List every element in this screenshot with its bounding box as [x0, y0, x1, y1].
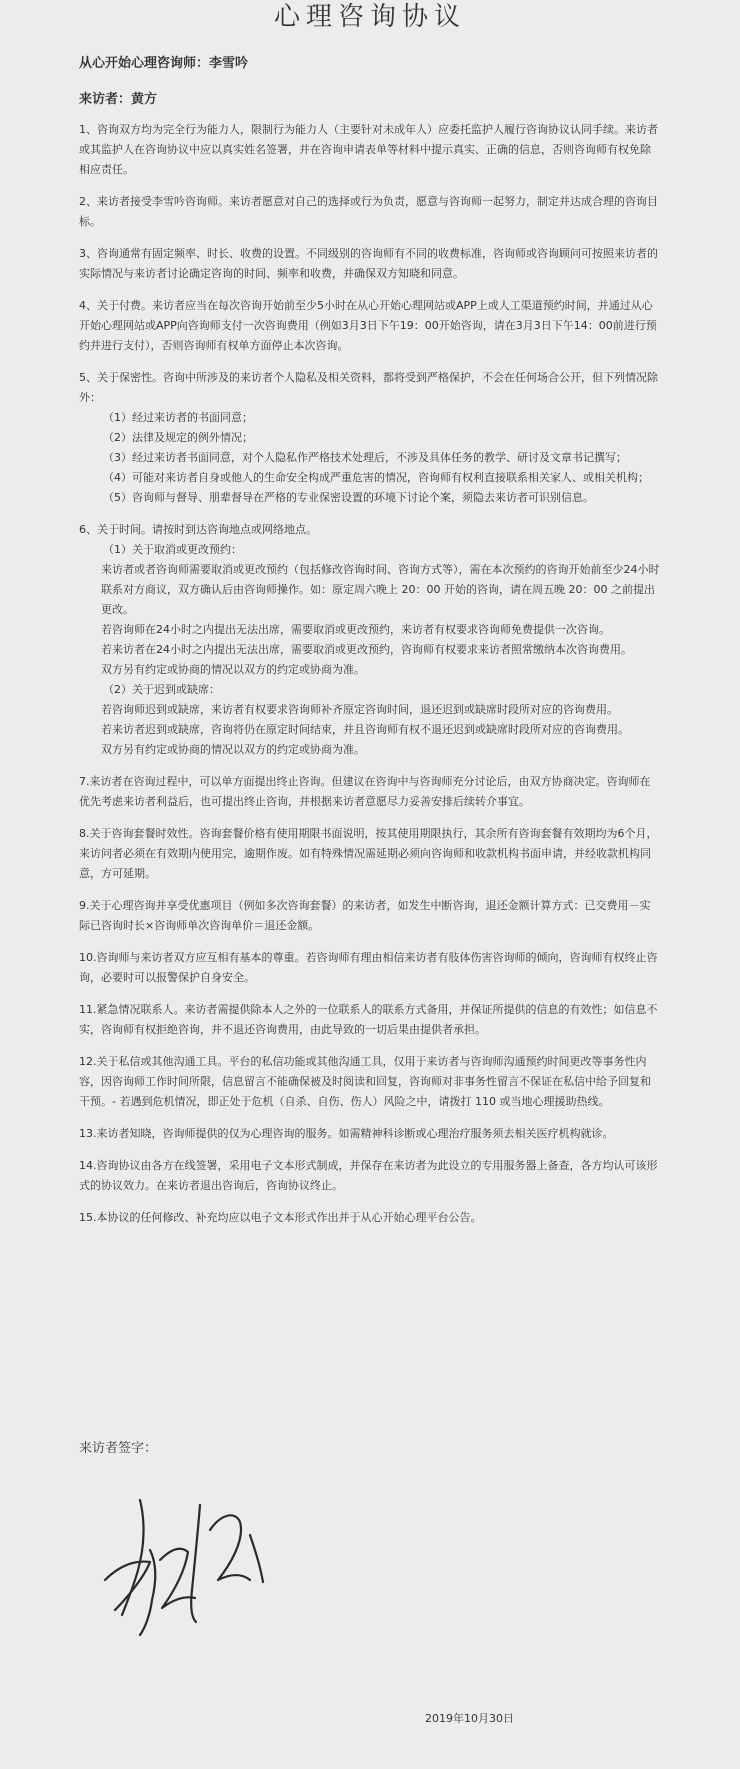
- clause-3: [79, 244, 661, 284]
- subsection-paragraph: 若咨询师迟到或缺席，来访者有权要求咨询师补齐原定咨询时间，退还迟到或缺席时段所对应的咨询费用。: [101, 703, 618, 716]
- clause-7: [79, 772, 661, 812]
- clause-10: [79, 948, 661, 988]
- clause-text: 13.来访者知晓，咨询师提供的仅为心理咨询的服务。如需精神科诊断或心理治疗服务须去相关医疗机构就诊。: [79, 1127, 614, 1140]
- clause-9: [79, 896, 661, 936]
- clause-text: 8.关于咨询套餐时效性。咨询套餐价格有使用期限书面说明，按其使用期限执行，其余所有咨询套餐有效期均为6个月，来访问者必须在有效期内使用完，逾期作废。如有特殊情况需延期必须向咨询师和收款机构书面申请，并经收款机构同意，方可延期。: [79, 827, 658, 880]
- signing-date: 2019年10月30日: [425, 1712, 514, 1725]
- exception-item: （2）法律及规定的例外情况；: [103, 431, 253, 444]
- clauses-list: [79, 120, 661, 1240]
- clause-text: 4、关于付费。来访者应当在每次咨询开始前至少5小时在从心开始心理网站或APP上或人工渠道预约时间，并通过从心开始心理网站或APP向咨询师支付一次咨询费用（例如3月3日下午19：00开始咨询，请在3月3日下午14：00前进行预约并进行支付），否则咨询师有权单方面停止本次咨询。: [79, 299, 657, 352]
- clause-15: [79, 1208, 661, 1228]
- clause-text: 6、关于时间。请按时到达咨询地点或网络地点。: [79, 523, 317, 536]
- subsection-heading: （2）关于迟到或缺席：: [103, 683, 220, 696]
- clause-text: 15.本协议的任何修改、补充均应以电子文本形式作出并于从心开始心理平台公告。: [79, 1211, 482, 1224]
- subsection-paragraph: 双方另有约定或协商的情况以双方的约定或协商为准。: [101, 663, 365, 676]
- clause-text: 9.关于心理咨询并享受优惠项目（例如多次咨询套餐）的来访者，如发生中断咨询，退还金额计算方式：已交费用－实际已咨询时长×咨询师单次咨询单价＝退还金额。: [79, 899, 651, 932]
- clause-12: [79, 1052, 661, 1112]
- clause-text: 1、咨询双方均为完全行为能力人，限制行为能力人（主要针对未成年人）应委托监护人履行咨询协议认同手续。来访者或其监护人在咨询协议中应以真实姓名签署，并在咨询申请表单等材料中提示真实、正确的信息，否则咨询师有权免除相应责任。: [79, 123, 658, 176]
- subsection-paragraph: 若来访者在24小时之内提出无法出席，需要取消或更改预约，咨询师有权要求来访者照常缴纳本次咨询费用。: [101, 643, 632, 656]
- clause-text: 10.咨询师与来访者双方应互相有基本的尊重。若咨询师有理由相信来访者有肢体伤害咨询师的倾向，咨询师有权终止咨询，必要时可以报警保护自身安全。: [79, 951, 658, 984]
- exception-item: （5）咨询师与督导、朋辈督导在严格的专业保密设置的环境下讨论个案，须隐去来访者可识别信息。: [103, 491, 594, 504]
- clause-text: 3、咨询通常有固定频率、时长、收费的设置。不同级别的咨询师有不同的收费标准，咨询师或咨询顾问可按照来访者的实际情况与来访者讨论确定咨询的时间、频率和收费，并确保双方知晓和同意。: [79, 247, 658, 280]
- clause-11: [79, 1000, 661, 1040]
- clause-text: 11.紧急情况联系人。来访者需提供除本人之外的一位联系人的联系方式备用，并保证所提供的信息的有效性；如信息不实，咨询师有权拒绝咨询，并不退还咨询费用，由此导致的一切后果由提供者承担。: [79, 1003, 658, 1036]
- clause-text: 7.来访者在咨询过程中，可以单方面提出终止咨询。但建议在咨询中与咨询师充分讨论后，由双方协商决定。咨询师在优先考虑来访者利益后，也可提出终止咨询，并根据来访者意愿尽力妥善安排后续转介事宜。: [79, 775, 651, 808]
- subsection-paragraph: 若来访者迟到或缺席，咨询将仍在原定时间结束，并且咨询师有权不退还迟到或缺席时段所对应的咨询费用。: [101, 723, 629, 736]
- clause-13: [79, 1124, 661, 1144]
- clause-text: 12.关于私信或其他沟通工具。平台的私信功能或其他沟通工具，仅用于来访者与咨询师沟通预约时间更改等事务性内容，因咨询师工作时间所限，信息留言不能确保被及时阅读和回复，咨询师对非事务性留言不保证在私信中给予回复和干预。- 若遇到危机情况，即正处于危机（自杀、自伤、伤人）风险之中，请拨打 110 或当地心理援助热线。: [79, 1055, 651, 1108]
- clause-8: [79, 824, 661, 884]
- exception-item: （3）经过来访者书面同意，对个人隐私作严格技术处理后，不涉及具体任务的教学、研讨及文章书记撰写；: [103, 451, 627, 464]
- subsection-paragraph: 若咨询师在24小时之内提出无法出席，需要取消或更改预约，来访者有权要求咨询师免费提供一次咨询。: [101, 623, 610, 636]
- counselor-line: 从心开始心理咨询师：李雪吟: [79, 56, 249, 71]
- exception-item: （1）经过来访者的书面同意；: [103, 411, 253, 424]
- clause-text: 5、关于保密性。咨询中所涉及的来访者个人隐私及相关资料，都将受到严格保护，不会在任何场合公开，但下列情况除外：: [79, 371, 658, 404]
- clause-2: [79, 192, 661, 232]
- clause-text: 14.咨询协议由各方在线签署，采用电子文本形式制成，并保存在来访者为此设立的专用服务器上备查，各方均认可该形式的协议效力。在来访者退出咨询后，咨询协议终止。: [79, 1159, 658, 1192]
- clause-4: [79, 296, 661, 356]
- document-title: 心理咨询协议: [273, 2, 466, 32]
- handwritten-signature: [100, 1490, 270, 1640]
- subsection-paragraph: 来访者或者咨询师需要取消或更改预约（包括修改咨询时间、咨询方式等），需在本次预约的咨询开始前至少24小时联系对方商议，双方确认后由咨询师操作。如：原定周六晚上 20：00 开始的咨询，请在周五晚 20：00 之前提出更改。: [101, 563, 660, 616]
- visitor-line: 来访者：黄方: [79, 92, 158, 107]
- subsection-paragraph: 双方另有约定或协商的情况以双方的约定或协商为准。: [101, 743, 365, 756]
- clause-5: [79, 368, 661, 508]
- clause-14: [79, 1156, 661, 1196]
- clause-6: [79, 520, 661, 760]
- subsection-heading: （1）关于取消或更改预约：: [103, 543, 242, 556]
- signature-label: 来访者签字：: [79, 1441, 158, 1456]
- exception-item: （4）可能对来访者自身或他人的生命安全构成严重危害的情况，咨询师有权利直接联系相关家人、或相关机构；: [103, 471, 649, 484]
- clause-1: [79, 120, 661, 180]
- clause-text: 2、来访者接受李雪吟咨询师。来访者愿意对自己的选择或行为负责，愿意与咨询师一起努力，制定并达成合理的咨询目标。: [79, 195, 658, 228]
